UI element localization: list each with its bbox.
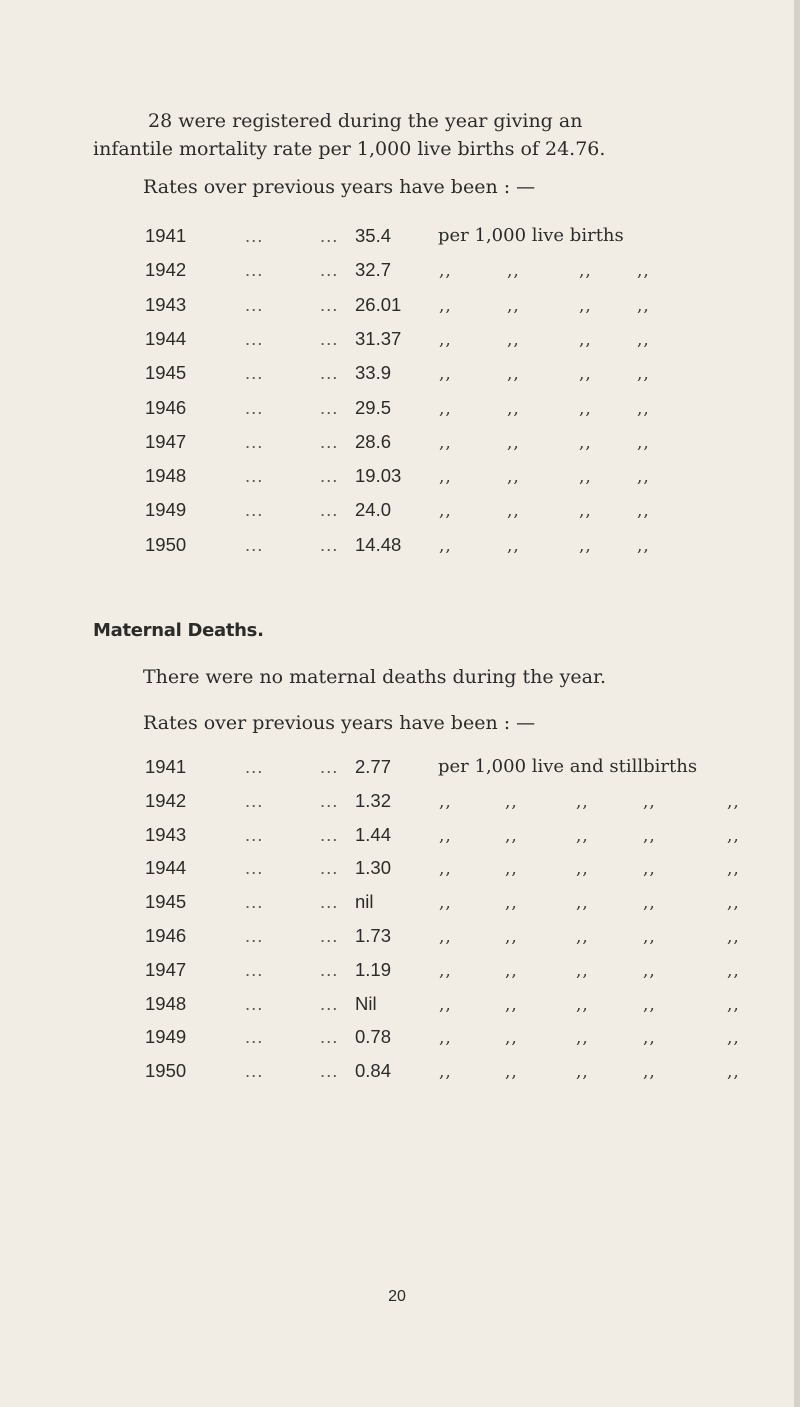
leader-dots: ... [320,362,339,384]
leader-dots: ... [245,1026,264,1048]
ditto-mark: ,, [505,893,518,914]
rate-year: 1948 [145,465,187,487]
leader-dots: ... [320,533,339,555]
ditto-mark: ,, [439,927,452,947]
ditto-mark: ,, [439,535,452,556]
rate-value: 1.19 [355,958,392,980]
ditto-mark: ,, [643,791,656,812]
rate-year: 1943 [145,823,187,845]
ditto-mark: ,, [637,467,650,488]
ditto-mark: ,, [439,364,452,385]
ditto-mark: ,, [505,994,518,1015]
ditto-mark: ,, [576,859,589,880]
leader-dots: ... [320,756,339,777]
ditto-mark: ,, [507,261,520,282]
leader-dots: ... [320,499,339,521]
ditto-mark: ,, [505,960,518,981]
leader-dots: ... [245,958,264,980]
rate-value: 1.30 [355,857,392,879]
leader-dots: ... [245,259,264,281]
rate-value: 35.4 [355,225,392,246]
leader-dots: ... [245,823,264,845]
rate-value: 29.5 [355,396,392,418]
rate-value: 19.03 [355,465,402,487]
rate-value: 2.77 [355,756,392,777]
rate-year: 1941 [145,225,187,246]
ditto-mark: ,, [727,1062,740,1083]
leader-dots: ... [245,396,264,418]
rate-value: 31.37 [355,327,402,349]
leader-dots: ... [320,857,339,879]
ditto-mark: ,, [579,432,592,453]
leader-dots: ... [245,293,264,315]
leader-dots: ... [245,925,264,946]
ditto-mark: ,, [439,398,452,419]
rate-year: 1949 [145,499,187,521]
intro-paragraph [93,107,773,163]
leader-dots: ... [245,327,264,349]
ditto-mark: ,, [643,1028,656,1049]
leader-dots: ... [320,1026,339,1048]
infant-rates-lead: Rates over previous years have been : — [143,176,536,198]
rate-unit: per 1,000 live and stillbirths [438,756,698,777]
ditto-mark: ,, [576,791,589,812]
rate-year: 1942 [145,789,187,811]
maternal-deaths-heading: Maternal Deaths. [93,620,264,641]
ditto-mark: ,, [439,295,452,316]
ditto-mark: ,, [576,927,589,947]
ditto-mark: ,, [507,329,520,350]
leader-dots: ... [245,533,264,555]
page-number: 20 [388,1288,406,1305]
ditto-mark: ,, [643,927,656,947]
rate-year: 1941 [145,756,187,777]
ditto-mark: ,, [643,960,656,981]
ditto-mark: ,, [637,535,650,556]
ditto-mark: ,, [637,261,650,282]
ditto-mark: ,, [637,501,650,522]
ditto-mark: ,, [643,859,656,880]
leader-dots: ... [245,789,264,811]
rate-year: 1943 [145,293,187,315]
leader-dots: ... [320,259,339,281]
ditto-mark: ,, [727,960,740,981]
rate-year: 1950 [145,533,187,555]
ditto-mark: ,, [637,432,650,453]
intro-line-2: infantile mortality rate per 1,000 live births of 24.76. [93,138,606,160]
rate-year: 1942 [145,259,187,281]
ditto-mark: ,, [439,467,452,488]
leader-dots: ... [320,992,339,1014]
ditto-mark: ,, [576,1028,589,1049]
maternal-deaths-text: There were no maternal deaths during the year. [143,666,606,688]
ditto-mark: ,, [637,398,650,419]
ditto-mark: ,, [637,295,650,316]
leader-dots: ... [245,891,264,913]
ditto-mark: ,, [727,1028,740,1049]
leader-dots: ... [320,225,339,246]
ditto-mark: ,, [439,432,452,453]
ditto-mark: ,, [576,893,589,914]
ditto-mark: ,, [507,364,520,385]
ditto-mark: ,, [505,859,518,880]
ditto-mark: ,, [579,467,592,488]
ditto-mark: ,, [576,825,589,846]
leader-dots: ... [320,465,339,487]
ditto-mark: ,, [439,859,452,880]
leader-dots: ... [320,925,339,946]
rate-value: 1.44 [355,823,392,845]
leader-dots: ... [245,992,264,1014]
ditto-mark: ,, [727,791,740,812]
ditto-mark: ,, [576,1062,589,1083]
ditto-mark: ,, [576,994,589,1015]
ditto-mark: ,, [507,467,520,488]
leader-dots: ... [320,958,339,980]
ditto-mark: ,, [643,1062,656,1083]
ditto-mark: ,, [579,501,592,522]
leader-dots: ... [245,499,264,521]
rate-year: 1944 [145,327,187,349]
ditto-mark: ,, [439,994,452,1015]
leader-dots: ... [245,857,264,879]
leader-dots: ... [245,225,264,246]
ditto-mark: ,, [727,859,740,880]
rate-year: 1950 [145,1060,187,1082]
ditto-mark: ,, [439,825,452,846]
ditto-mark: ,, [505,791,518,812]
ditto-mark: ,, [643,994,656,1015]
ditto-mark: ,, [727,893,740,914]
page-edge [794,0,800,1407]
ditto-mark: ,, [579,535,592,556]
ditto-mark: ,, [579,364,592,385]
rate-year: 1946 [145,396,187,418]
leader-dots: ... [320,891,339,913]
rate-year: 1949 [145,1026,187,1048]
ditto-mark: ,, [643,825,656,846]
ditto-mark: ,, [576,960,589,981]
ditto-mark: ,, [439,501,452,522]
ditto-mark: ,, [439,329,452,350]
ditto-mark: ,, [505,1062,518,1083]
ditto-mark: ,, [727,994,740,1015]
ditto-mark: ,, [505,927,518,947]
leader-dots: ... [245,362,264,384]
ditto-mark: ,, [439,261,452,282]
ditto-mark: ,, [579,398,592,419]
ditto-mark: ,, [637,329,650,350]
rate-year: 1946 [145,925,187,946]
rate-value: 1.73 [355,925,392,946]
rate-value: 24.0 [355,499,392,521]
maternal-rates-lead: Rates over previous years have been : — [143,712,536,734]
rate-value: 33.9 [355,362,392,384]
leader-dots: ... [320,327,339,349]
ditto-mark: ,, [505,825,518,846]
rate-value: 14.48 [355,533,402,555]
rate-year: 1944 [145,857,187,879]
ditto-mark: ,, [637,364,650,385]
rate-value: 28.6 [355,430,392,452]
ditto-mark: ,, [579,329,592,350]
leader-dots: ... [245,465,264,487]
ditto-mark: ,, [439,791,452,812]
rate-year: 1945 [145,891,187,913]
ditto-mark: ,, [727,927,740,947]
rate-year: 1947 [145,958,187,980]
leader-dots: ... [245,756,264,777]
rate-year: 1945 [145,362,187,384]
rate-year: 1948 [145,992,187,1014]
leader-dots: ... [320,823,339,845]
leader-dots: ... [320,396,339,418]
rate-value: nil [355,891,374,913]
leader-dots: ... [245,430,264,452]
ditto-mark: ,, [439,1062,452,1083]
rate-year: 1947 [145,430,187,452]
rate-unit: per 1,000 live births [438,225,624,246]
intro-line-1: 28 were registered during the year giving an [148,110,583,132]
rate-value: 1.32 [355,789,392,811]
ditto-mark: ,, [507,535,520,556]
ditto-mark: ,, [507,432,520,453]
ditto-mark: ,, [505,1028,518,1049]
ditto-mark: ,, [579,295,592,316]
rate-value: 32.7 [355,259,392,281]
ditto-mark: ,, [727,825,740,846]
ditto-mark: ,, [439,893,452,914]
rate-value: Nil [355,992,377,1014]
ditto-mark: ,, [643,893,656,914]
rate-value: 0.78 [355,1026,392,1048]
rate-value: 0.84 [355,1060,392,1082]
ditto-mark: ,, [507,398,520,419]
ditto-mark: ,, [507,501,520,522]
leader-dots: ... [320,293,339,315]
ditto-mark: ,, [579,261,592,282]
ditto-mark: ,, [439,1028,452,1049]
leader-dots: ... [245,1060,264,1082]
rate-value: 26.01 [355,293,402,315]
ditto-mark: ,, [439,960,452,981]
leader-dots: ... [320,789,339,811]
leader-dots: ... [320,430,339,452]
leader-dots: ... [320,1060,339,1082]
ditto-mark: ,, [507,295,520,316]
